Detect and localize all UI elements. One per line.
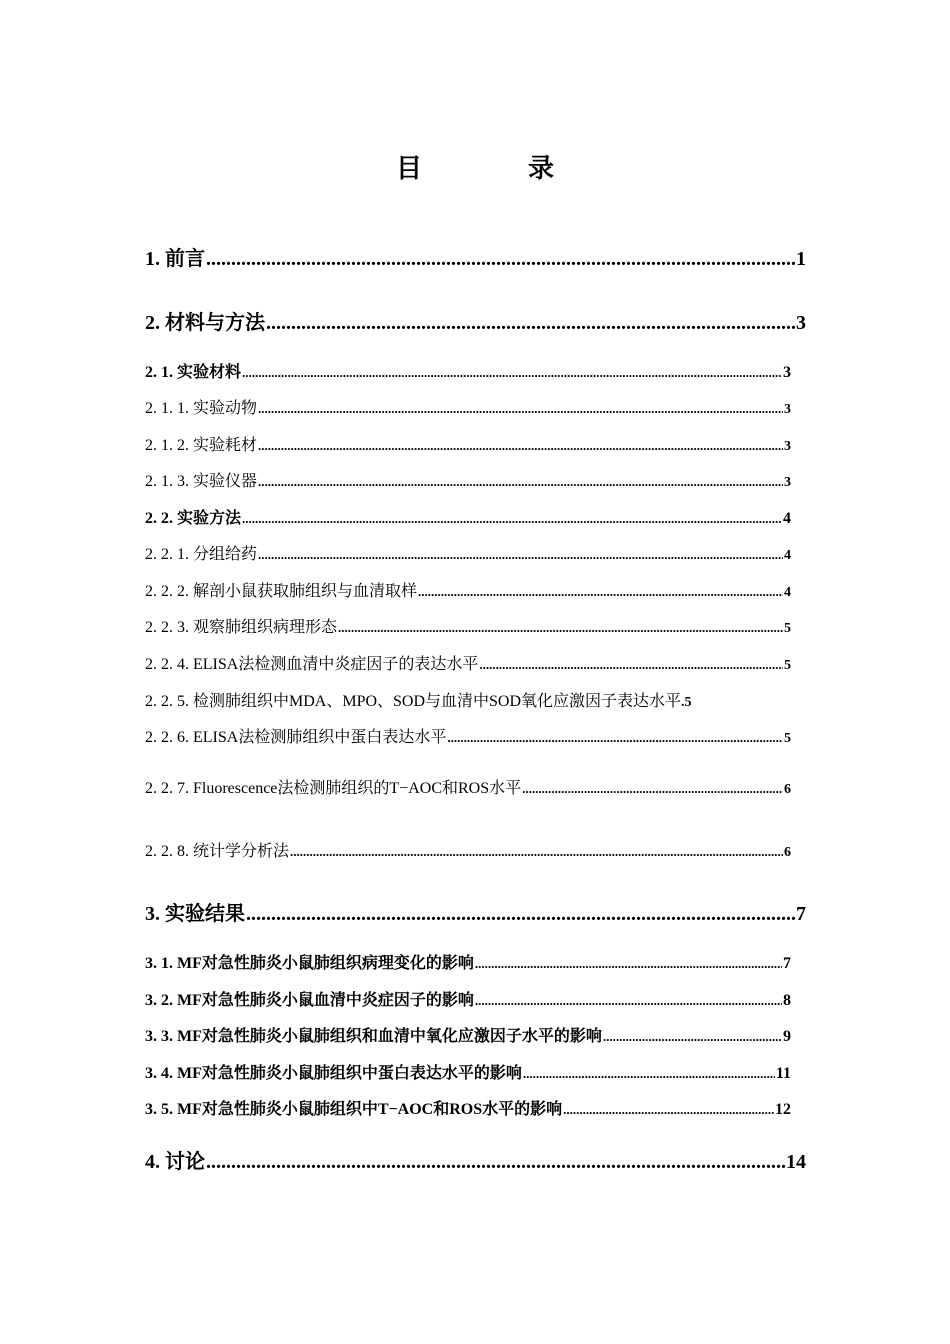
toc-page-number: .5 bbox=[681, 695, 692, 710]
toc-label: 2. 2. 4. ELISA法检测血清中炎症因子的表达水平 bbox=[145, 656, 479, 673]
toc-label: 4. 讨论 bbox=[145, 1151, 205, 1173]
toc-page-number: 3 bbox=[784, 475, 791, 490]
toc-entry-methods[interactable] bbox=[145, 505, 791, 528]
toc-title: 目 录 bbox=[395, 154, 594, 184]
toc-leader bbox=[563, 1102, 774, 1118]
toc-label: 2. 材料与方法 bbox=[145, 312, 265, 334]
toc-leader bbox=[258, 547, 783, 563]
toc-label: 2. 1. 3. 实验仪器 bbox=[145, 473, 258, 490]
toc-entry-statistics[interactable] bbox=[145, 838, 791, 861]
toc-leader bbox=[418, 584, 783, 600]
toc-leader bbox=[447, 730, 783, 746]
toc-page-number: 7 bbox=[783, 955, 791, 972]
toc-entry-result-pathology[interactable] bbox=[145, 950, 791, 973]
toc-page-number: 9 bbox=[783, 1028, 791, 1045]
toc-entry-elisa-lung[interactable] bbox=[145, 724, 791, 747]
toc-leader bbox=[475, 993, 782, 1009]
toc-page-number: 14 bbox=[786, 1151, 806, 1173]
toc-page-number: 1 bbox=[796, 248, 806, 270]
toc-entry-grouping[interactable] bbox=[145, 541, 791, 564]
toc-page-number: 5 bbox=[784, 621, 791, 636]
toc-label: 2. 2. 6. ELISA法检测肺组织中蛋白表达水平 bbox=[145, 729, 447, 746]
toc-label: 1. 前言 bbox=[145, 248, 205, 270]
toc-page-number: 4 bbox=[784, 585, 791, 600]
toc-leader bbox=[603, 1029, 782, 1045]
toc-leader bbox=[206, 248, 795, 271]
toc-label: 3. 2. MF对急性肺炎小鼠血清中炎症因子的影响 bbox=[145, 992, 474, 1009]
toc-leader bbox=[290, 844, 783, 860]
toc-label: 2. 2. 7. Fluorescence法检测肺组织的T−AOC和ROS水平 bbox=[145, 780, 522, 797]
toc-page-number: 3 bbox=[796, 312, 806, 334]
toc-page-number: 4 bbox=[783, 510, 791, 527]
toc-leader bbox=[258, 474, 783, 490]
toc-leader bbox=[258, 438, 783, 454]
toc-leader bbox=[522, 781, 783, 797]
toc-page-number: 7 bbox=[796, 903, 806, 925]
toc-label: 3. 5. MF对急性肺炎小鼠肺组织中T−AOC和ROS水平的影响 bbox=[145, 1101, 563, 1118]
toc-entry-elisa-serum[interactable] bbox=[145, 651, 791, 674]
toc-page-number: 3 bbox=[784, 439, 791, 454]
toc-label: 2. 2. 2. 解剖小鼠获取肺组织与血清取样 bbox=[145, 583, 418, 600]
toc-entry-result-taoc-ros[interactable] bbox=[145, 1096, 791, 1119]
toc-entry-animals[interactable] bbox=[145, 395, 791, 418]
toc-label: 2. 1. 2. 实验耗材 bbox=[145, 437, 258, 454]
toc-entry-result-inflammation[interactable] bbox=[145, 987, 791, 1010]
toc-entry-discussion[interactable] bbox=[145, 1145, 806, 1174]
toc-leader bbox=[479, 657, 783, 673]
toc-label: 3. 4. MF对急性肺炎小鼠肺组织中蛋白表达水平的影响 bbox=[145, 1065, 522, 1082]
toc-entry-result-protein[interactable] bbox=[145, 1060, 791, 1083]
toc-page-number: 3 bbox=[784, 402, 791, 417]
toc-leader bbox=[258, 401, 783, 417]
toc-entry-oxidative-stress[interactable] bbox=[145, 688, 800, 711]
toc-page-number: 3 bbox=[783, 364, 791, 381]
toc-entry-materials-methods[interactable] bbox=[145, 306, 806, 335]
toc-label: 2. 1. 实验材料 bbox=[145, 364, 242, 381]
toc-entry-result-oxidative[interactable] bbox=[145, 1023, 791, 1046]
toc-entry-pathology[interactable] bbox=[145, 614, 791, 637]
toc-leader bbox=[266, 312, 795, 335]
toc-label: 2. 2. 5. 检测肺组织中MDA、MPO、SOD与血清中SOD氧化应激因子表达水平 bbox=[145, 693, 682, 710]
toc-page-number: 5 bbox=[784, 658, 791, 673]
toc-entry-fluorescence[interactable] bbox=[145, 775, 791, 798]
toc-leader bbox=[523, 1066, 775, 1082]
toc-leader bbox=[475, 956, 782, 972]
toc-leader bbox=[338, 620, 783, 636]
toc-label: 3. 3. MF对急性肺炎小鼠肺组织和血清中氧化应激因子水平的影响 bbox=[145, 1028, 602, 1045]
toc-page-number: 6 bbox=[784, 845, 791, 860]
toc-page-number: 11 bbox=[775, 1065, 791, 1082]
toc-label: 2. 2. 3. 观察肺组织病理形态 bbox=[145, 619, 338, 636]
toc-page-number: 12 bbox=[775, 1101, 791, 1118]
toc-leader bbox=[242, 365, 782, 381]
toc-label: 2. 1. 1. 实验动物 bbox=[145, 400, 258, 417]
toc-page-number: 6 bbox=[784, 782, 791, 797]
toc-label: 2. 2. 8. 统计学分析法 bbox=[145, 843, 290, 860]
toc-label: 2. 2. 1. 分组给药 bbox=[145, 546, 258, 563]
toc-leader bbox=[246, 903, 795, 926]
toc-label: 2. 2. 实验方法 bbox=[145, 510, 242, 527]
toc-entry-results[interactable] bbox=[145, 897, 806, 926]
toc-leader bbox=[242, 511, 782, 527]
toc-entry-preface[interactable] bbox=[145, 242, 806, 271]
toc-entry-consumables[interactable] bbox=[145, 432, 791, 455]
toc-entry-materials[interactable] bbox=[145, 359, 791, 382]
toc-entry-instruments[interactable] bbox=[145, 468, 791, 491]
toc-page-number: 8 bbox=[783, 992, 791, 1009]
toc-label: 3. 1. MF对急性肺炎小鼠肺组织病理变化的影响 bbox=[145, 955, 474, 972]
toc-page-number: 5 bbox=[784, 731, 791, 746]
toc-page-number: 4 bbox=[784, 548, 791, 563]
toc-entry-dissection[interactable] bbox=[145, 578, 791, 601]
toc-leader bbox=[206, 1151, 785, 1174]
toc-label: 3. 实验结果 bbox=[145, 903, 245, 925]
